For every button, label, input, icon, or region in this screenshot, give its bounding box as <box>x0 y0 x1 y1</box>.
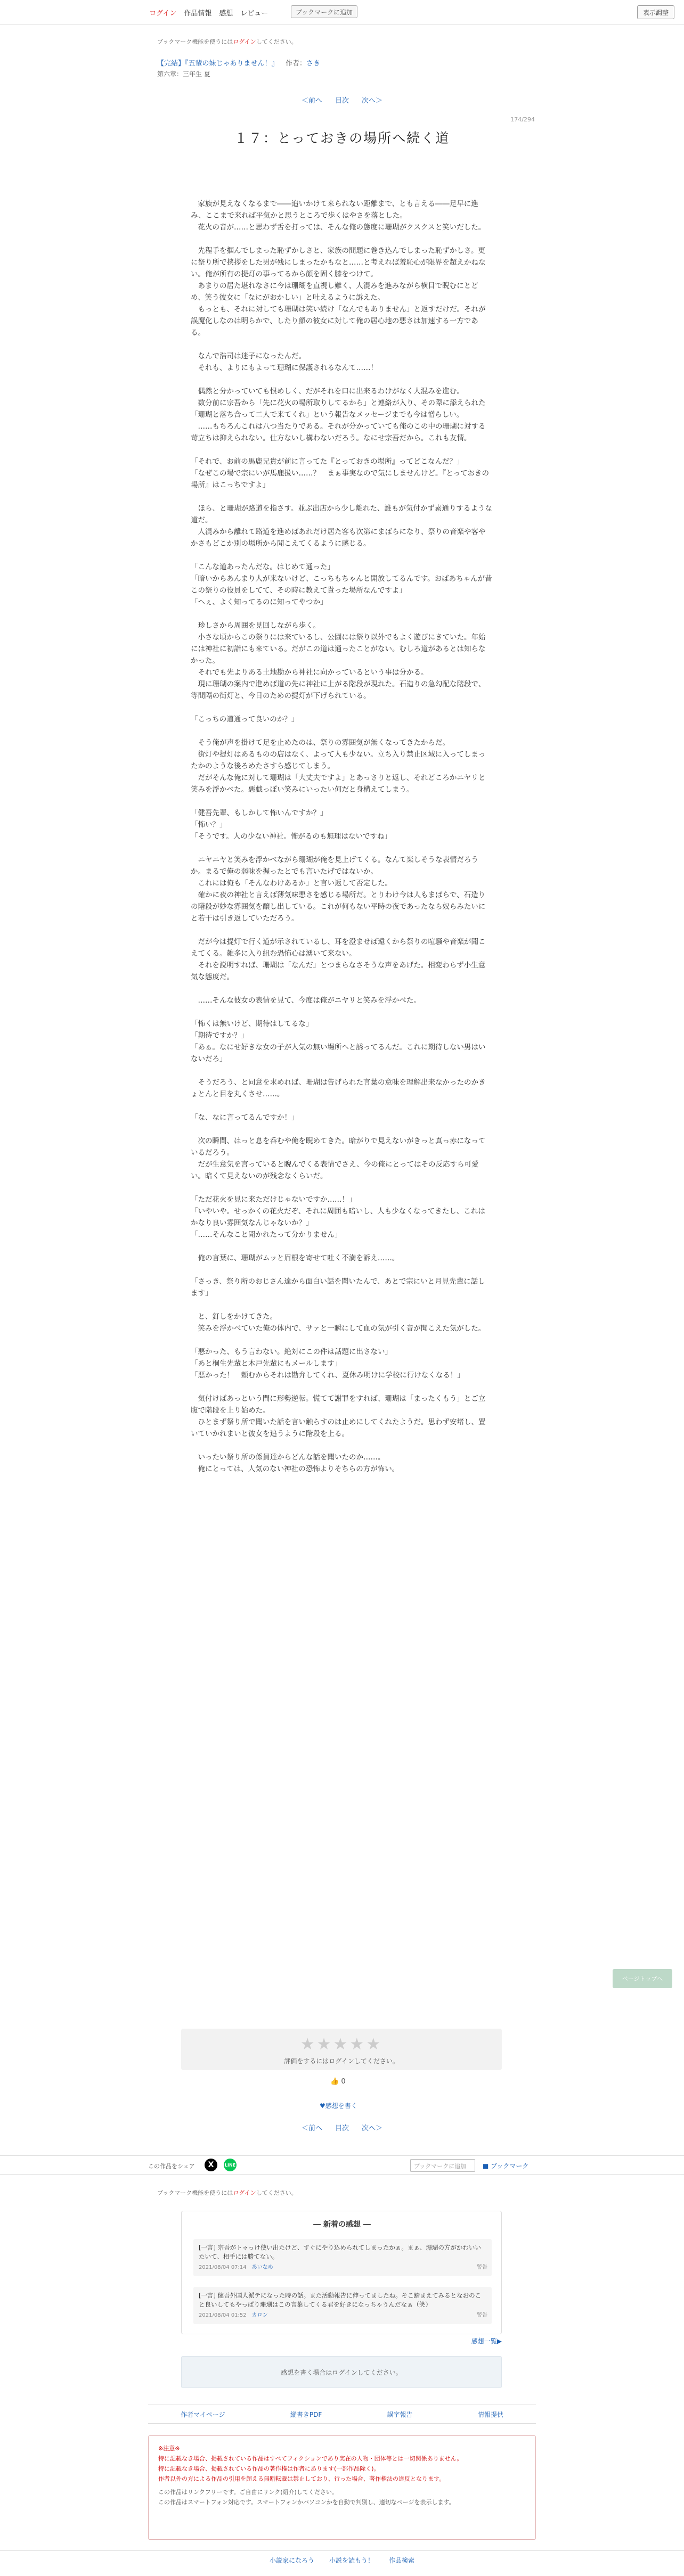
body-paragraph: 偶然と分かっていても恨めしく、だがそれを口に出来るわけがなく人混みを進む。 <box>191 387 464 396</box>
impression-meta <box>199 2311 486 2320</box>
body-paragraph: 気付けばあっという間に形勢逆転。慌てて謝罪をすれば、珊瑚は「まったくもう」とご立腹で階段を上り始めた。 <box>191 1394 486 1415</box>
rating-box <box>181 2029 502 2070</box>
body-paragraph: いったい祭り所の係員達からどんな話を聞いたのか……。 <box>191 1453 385 1462</box>
body-paragraph <box>191 1182 492 1194</box>
episode-counter: 174/294 <box>510 116 535 123</box>
body-paragraph <box>191 702 492 713</box>
line-share-icon[interactable]: LINE <box>224 2159 237 2171</box>
body-paragraph: 「暗いからあんまり人が来ないけど、こっちもちゃんと開放してるんです。おばあちゃんが昔この祭りの役員をしてて、その時に教えて貰った場所なんですよ」 <box>191 575 492 595</box>
yomou-link[interactable]: 小説を読もう！ <box>329 2557 374 2564</box>
page-top-button[interactable]: ページトップへ <box>613 1969 672 1988</box>
episode-title: １７：とっておきの場所へ続く道 <box>234 130 450 146</box>
x-share-icon[interactable]: X <box>205 2159 217 2171</box>
bookmark-link-label: ブックマーク <box>491 2162 529 2170</box>
body-paragraph: 「あと桐生先輩と木戸先輩にもメールします」 <box>191 1359 342 1368</box>
pager-bottom <box>0 2122 684 2132</box>
good-button[interactable] <box>330 2078 346 2086</box>
impression-user-link[interactable]: あいなめ <box>251 2265 273 2270</box>
body-paragraph <box>191 374 492 385</box>
nav-review-link[interactable]: レビュー <box>240 10 268 18</box>
body-paragraph: 「……そんなこと聞かれたって分かりません」 <box>191 1230 342 1239</box>
notice-line: 特に記載なき場合、掲載されている作品はすべてフィクションであり実在の人物・団体等とは一切関係ありません。 <box>158 2455 463 2462</box>
next-link[interactable]: 次へ＞ <box>362 97 383 105</box>
body-paragraph: 先程手を掴んでしまった恥ずかしさと、家族の間題に巻き込んでしまった恥ずかしさ。更に祭り所で挟拶をした男が残にしまったかもなと……と考えれば羞恥心が限界を超えかねない。俺が所有の提灯の事ってるから顔を固く膝をつけて。 <box>191 247 486 278</box>
body-paragraph <box>191 339 492 350</box>
body-paragraph <box>191 1006 492 1018</box>
header-nav <box>149 7 268 18</box>
body-paragraph: 「こっちの道通って良いのか？」 <box>191 715 299 724</box>
body-paragraph: 「あぁ。なにせ好きな女の子が人気の無い場所へと誘ってるんだ。これに期待しない男はいないだろ」 <box>191 1043 486 1063</box>
body-paragraph: そう俺が声を掛けて足を止めたのは、祭りの雰囲気が無くなってきたからだ。 <box>191 739 450 747</box>
body-paragraph: なんで浩司は迷子になったんだ。 <box>191 352 306 360</box>
body-paragraph <box>191 795 492 807</box>
body-paragraph: 「なぜこの場で宗にいが馬鹿扱い……？ まぁ事実なので気にしませんけど。『とっておきの場所』はこっちですよ」 <box>191 469 489 489</box>
body-paragraph <box>191 1241 492 1252</box>
new-impressions-box <box>181 2211 502 2334</box>
body-paragraph <box>191 1100 492 1112</box>
body-paragraph <box>191 924 492 936</box>
body-paragraph <box>191 186 492 198</box>
body-paragraph: 確かに夜の神社と言えば薄気味悪さを感じる場所だ。とりわけ今は人もまばらで、石造りの階段が妙な雰囲気を醸し出している。これが何もない平時の夜であったなら奴らみたいにと若干は引き返していただろう。 <box>191 891 486 923</box>
author-line <box>286 58 320 68</box>
body-paragraph: 街灯や提灯はあるものの店はなく、よって人も少ない。立ち入り禁止区域に入ってしまったかのような後ろめたさすら感じてしまう。 <box>191 750 486 770</box>
report-link[interactable]: 警告 <box>477 2265 487 2270</box>
rating-login-note: 評価をするにはログインしてください。 <box>284 2057 399 2065</box>
body-paragraph: 「怖い？」 <box>191 821 227 829</box>
body-paragraph <box>191 1440 492 1451</box>
typo-report-link[interactable]: 誤字報告 <box>387 2410 413 2418</box>
good-count: 0 <box>341 2078 346 2086</box>
thumbs-up-icon: 👍 <box>330 2078 339 2086</box>
body-paragraph: 珍しさから周囲を見回しながら歩く。 <box>191 621 320 630</box>
novel-body <box>191 186 492 1475</box>
body-paragraph: それも、よりにもよって珊瑚に保護されるなんて……！ <box>191 364 378 372</box>
prev-link[interactable]: ＜前へ <box>301 97 322 105</box>
body-paragraph: ……そんな彼女の表情を見て、今度は俺がニヤリと笑みを浮かべた。 <box>191 996 421 1005</box>
bookmark-login-note <box>157 37 297 46</box>
body-paragraph: 「期待ですか？」 <box>191 1031 248 1040</box>
body-paragraph: 小さな頃からこの祭りには来ているし、公園には祭り以外でもよく遊びにきていた。年始には神社に初詣にも来ている。だがこの道は通ったことがない。むしろ道があるとは知らなかった。 <box>191 633 486 665</box>
notice-line: 特に記載なき場合、掲載されている作品の著作権は作者にあります(一部作品除く)。 <box>158 2465 380 2472</box>
impression-item <box>193 2239 492 2276</box>
body-paragraph: ニヤニヤと笑みを浮かべながら珊瑚が俺を見上げてくる。なんて楽しそうな表情だろうか。まるで俺の弱味を握ったとでも言いたげではないか。 <box>191 856 478 876</box>
body-paragraph: それを説明すれば、珊瑚は「なんだ」とつまらなさそうな声をあげた。相変わらず小生意気な態度だ。 <box>191 961 486 981</box>
body-paragraph <box>191 444 492 456</box>
notice-smartphone: この作品はスマートフォン対応です。スマートフォンかパソコンかを自動で判別し、適切なページを表示します。 <box>158 2499 455 2506</box>
body-paragraph: 数分前に宗吾から「先に花火の場所取りしてるから」と連絡が入り、その際に添えられた「珊瑚と落ち合って二人で来てくれ」という報告なメッセージまでも今は憎らしい。 <box>191 399 486 419</box>
bookmark-note2-login-link[interactable]: ログイン <box>233 2189 256 2196</box>
body-paragraph: ほら、と珊瑚が路道を指さす。並ぶ出店から少し離れた、誰もが気付かず素通りするような道だ。 <box>191 504 492 524</box>
info-provide-link[interactable]: 情報提供 <box>477 2410 503 2418</box>
body-paragraph: それでも先よりある土地勘から神社に向かっているという事は分かる。 <box>191 668 428 677</box>
write-impression-link[interactable]: ♥感想を書く <box>320 2102 357 2110</box>
nav-login-link[interactable]: ログイン <box>149 10 177 18</box>
body-paragraph <box>191 725 492 737</box>
index-link-bottom[interactable]: 目次 <box>335 2124 349 2132</box>
impression-item <box>193 2287 492 2324</box>
body-paragraph: 「そうです。人の少ない神社。怖がるのも無理はないですね」 <box>191 832 392 841</box>
bookmark-note2-pre: ブックマーク機能を使うには <box>157 2189 233 2196</box>
display-settings-button[interactable]: 表示調整 <box>637 5 674 19</box>
notice-heading: ※注意※ <box>158 2445 180 2452</box>
body-paragraph: 「悪かった、もう言わない。絶対にこの件は話題に出さない」 <box>191 1348 392 1356</box>
notice-box <box>148 2435 536 2540</box>
author-label: 作者： <box>286 60 307 68</box>
body-paragraph: 「さっき、祭り所のおじさん達から面白い話を聞いたんで、あとで宗にいと月見先輩に話します」 <box>191 1277 485 1298</box>
prev-link-bottom[interactable]: ＜前へ <box>301 2124 322 2132</box>
body-paragraph: 「それで、お前の馬鹿兄貴が前に言ってた『とっておきの場所』ってどこなんだ？」 <box>191 457 464 466</box>
body-paragraph: 人混みから離れて路道を進めばあれだけ居た客も次第にまばらになり、祭りの音楽や客やかさもどこか別の場所から聞こえてくるように感じる。 <box>191 528 486 548</box>
impression-date: 2021/08/04 07:14 <box>199 2265 247 2270</box>
author-mypage-link[interactable]: 作者マイページ <box>181 2410 225 2418</box>
body-paragraph: ひとまず祭り所で聞いた話を言い触らすのは止めにしてくれたようだ。思わず安堵し、置いていかれまいと彼女を追うように階段を上る。 <box>191 1418 486 1438</box>
bookmark-note2-post: してください。 <box>256 2189 297 2196</box>
body-paragraph: 「へぇ、よく知ってるのに知ってやつか」 <box>191 598 328 606</box>
body-paragraph: 「な、なに言ってるんですか！」 <box>191 1113 299 1122</box>
author-link[interactable]: さき <box>306 60 321 68</box>
body-paragraph <box>191 1299 492 1311</box>
body-paragraph: 次の瞬間、はっと息を呑むや俺を睨めてきた。暗がりで見えないがきっと真っ赤になっているだろう。 <box>191 1137 486 1157</box>
notice-linkfree: この作品はリンクフリーです。ご自由にリンク(紹介)してください。 <box>158 2489 338 2496</box>
bookmark-login-note-2 <box>157 2188 297 2197</box>
body-paragraph <box>191 491 492 503</box>
search-link[interactable]: 作品検索 <box>389 2557 415 2564</box>
body-paragraph: 花火の音が……と思わず舌を打っては、そんな俺の態度に珊瑚がクスクスと笑いだした。 <box>191 223 486 232</box>
bookmark-note-pre: ブックマーク機能を使うには <box>157 38 233 45</box>
body-paragraph: 俺の言葉に、珊瑚がムッと眉根を寄せて吐く不満を訴え……。 <box>191 1254 400 1262</box>
impression-meta <box>199 2263 486 2272</box>
body-paragraph <box>191 233 492 245</box>
chapter-label: 第六章：三年生 夏 <box>157 70 210 78</box>
body-paragraph <box>191 1123 492 1135</box>
impression-user-link[interactable]: カロン <box>251 2312 268 2318</box>
pager-top <box>0 95 684 105</box>
body-paragraph: ……もちろんこれは八つ当たりである。それが分かっていても俺のこの中の珊瑚に対する苛立ちは抑えられない。仕方ないし構わないだろう。なにせ宗吾だから。これも友情。 <box>191 422 486 442</box>
bookmark-add-box[interactable]: ブックマークに追加 <box>410 2159 475 2172</box>
footer-divider <box>0 2550 684 2551</box>
nav-impressions-link[interactable]: 感想 <box>219 10 233 18</box>
body-paragraph <box>191 1381 492 1393</box>
body-paragraph <box>191 608 492 620</box>
nav-work-info-link[interactable]: 作品情報 <box>184 10 212 18</box>
new-impressions-heading: ― 新着の感想 ― <box>313 2220 371 2229</box>
body-paragraph <box>191 842 492 854</box>
body-paragraph <box>191 1334 492 1346</box>
body-paragraph: もっとも、それに対しても珊瑚は笑い続け「なんでもありません」と返すだけだ。それが誤魔化しなのは明らかで、したり顔の彼女に対して俺の居心地の悪さは加速する一方である。 <box>191 305 486 337</box>
bookmark-note-login-link[interactable]: ログイン <box>233 38 256 45</box>
next-link-bottom[interactable]: 次へ＞ <box>362 2124 383 2132</box>
body-paragraph: だがそんな俺に対して珊瑚は「大丈夫ですよ」とあっさりと返し、それどころかニヤリと笑みを浮かべた。悪戯っぽい笑みにいったい何だと身構えてしまう。 <box>191 774 486 794</box>
body-paragraph: そうだろう、と同意を求めれば、珊瑚は告げられた言葉の意味を理解出来なかったのかきょとんと目を丸くさせ……。 <box>191 1078 486 1098</box>
footer-links <box>148 2405 536 2424</box>
add-bookmark-button[interactable]: ブックマークに追加 <box>291 5 357 18</box>
body-paragraph: あまりの居た堪れなさに今は珊瑚を直視し難く、人混みを進みながら横目で睨むにとどめ、笑う彼女に「なにがおかしい」と吐えるように訴えた。 <box>191 282 478 302</box>
body-paragraph: 現に珊瑚の案内で進めば道の先に神社に上がる階段が現れた。石造りの急勾配な階段で、等間隔の街灯と、今日のための提灯が下げられている。 <box>191 680 486 700</box>
site-home-link[interactable]: 小説家になろう <box>269 2557 314 2564</box>
bottom-nav <box>0 2556 684 2565</box>
index-link[interactable]: 目次 <box>335 97 349 105</box>
vertical-pdf-link[interactable]: 縦書きPDF <box>290 2410 322 2418</box>
body-paragraph <box>191 1065 492 1077</box>
body-paragraph: 「怖くは無いけど、期待はしてるな」 <box>191 1020 313 1028</box>
notice-line: 作者以外の方による作品の引用を超える無断転載は禁止しており、行った場合、著作権法の違反となります。 <box>158 2475 445 2482</box>
impression-date: 2021/08/04 01:52 <box>199 2312 247 2318</box>
body-paragraph: だが生意気を言っていると睨んでくる表情でさえ、今の俺にとってはその反応すら可愛い。暗くて見えないのが残念なくらいだ。 <box>191 1160 479 1180</box>
report-link[interactable]: 警告 <box>477 2312 487 2318</box>
body-paragraph <box>191 549 492 561</box>
impression-text: [一言] 健吾外国人派テになった時の話。また活動報告に伸ってましたね。そこ踏まえてみるとなおのこと良いしてもやっぱり珊瑚はこの言葉してくる君を好きになっちゃうんだなぁ（笑） <box>199 2292 482 2308</box>
body-paragraph <box>191 1264 492 1276</box>
body-paragraph: 俺にとっては、人気のない神社の恐怖よりそちらの方が怖い。 <box>191 1465 400 1473</box>
body-paragraph: 「健吾先輩、もしかして怖いんですか？」 <box>191 809 328 817</box>
impressions-list-link[interactable]: 感想一覧▶ <box>471 2337 502 2345</box>
share-bar <box>0 2155 684 2175</box>
bookmark-link[interactable]: ■ ブックマーク <box>483 2162 529 2170</box>
series-title-link[interactable]: 【完結】『五輩の妹じゃありません！』 <box>157 60 279 68</box>
body-paragraph: と、釘しをかけてきた。 <box>191 1312 277 1321</box>
rating-stars[interactable]: ★★★★★ <box>300 2035 383 2054</box>
body-paragraph: だが今は提灯で行く道が示されているし、耳を澄ませば遠くから祭りの喧騒や音楽が聞こえてくる。雑多に入り組む恐怖心は湧いて来ない。 <box>191 938 486 958</box>
body-paragraph: 「悪かった！ 頼むからそれは勘弁してくれ、夏休み明けに学校に行けなくなる！」 <box>191 1371 465 1380</box>
body-paragraph: 家族が見えなくなるまで――追いかけて来られない距離まで、とも言える――足早に進み、ここまで来れば平気かと思うところで歩くはやさを落とした。 <box>191 200 478 220</box>
body-paragraph: 「こんな道あったんだな。はじめて通った」 <box>191 563 335 571</box>
body-paragraph <box>191 983 492 995</box>
body-paragraph: 笑みを浮かべていた俺の体内で、サァと一瞬にして血の気が引く音が聞こえた気がした。 <box>191 1324 486 1333</box>
share-label: この作品をシェア <box>148 2163 195 2170</box>
impression-text: [一言] 宗吾がトゥっけ使い出たけど、すぐにやり込められてしまったかぁ。まぁ、珊瑚の方がかわいいたいて、相手には勝てない。 <box>199 2244 481 2260</box>
body-paragraph: 「いやいや。せっかくの花火だぞ、それに周囲も暗いし、人も少なくなってきたし、これはかなり良い雰囲気なんじゃないか？」 <box>191 1207 485 1227</box>
bookmark-note-post: してください。 <box>256 38 297 45</box>
top-bar <box>0 0 684 24</box>
write-impression-login-box: 感想を書く場合はログインしてください。 <box>181 2356 502 2388</box>
body-paragraph: 「ただ花火を見に来ただけじゃないですか……！」 <box>191 1195 356 1204</box>
body-paragraph: これには俺も「そんなわけあるか」と言い返して否定した。 <box>191 879 392 888</box>
